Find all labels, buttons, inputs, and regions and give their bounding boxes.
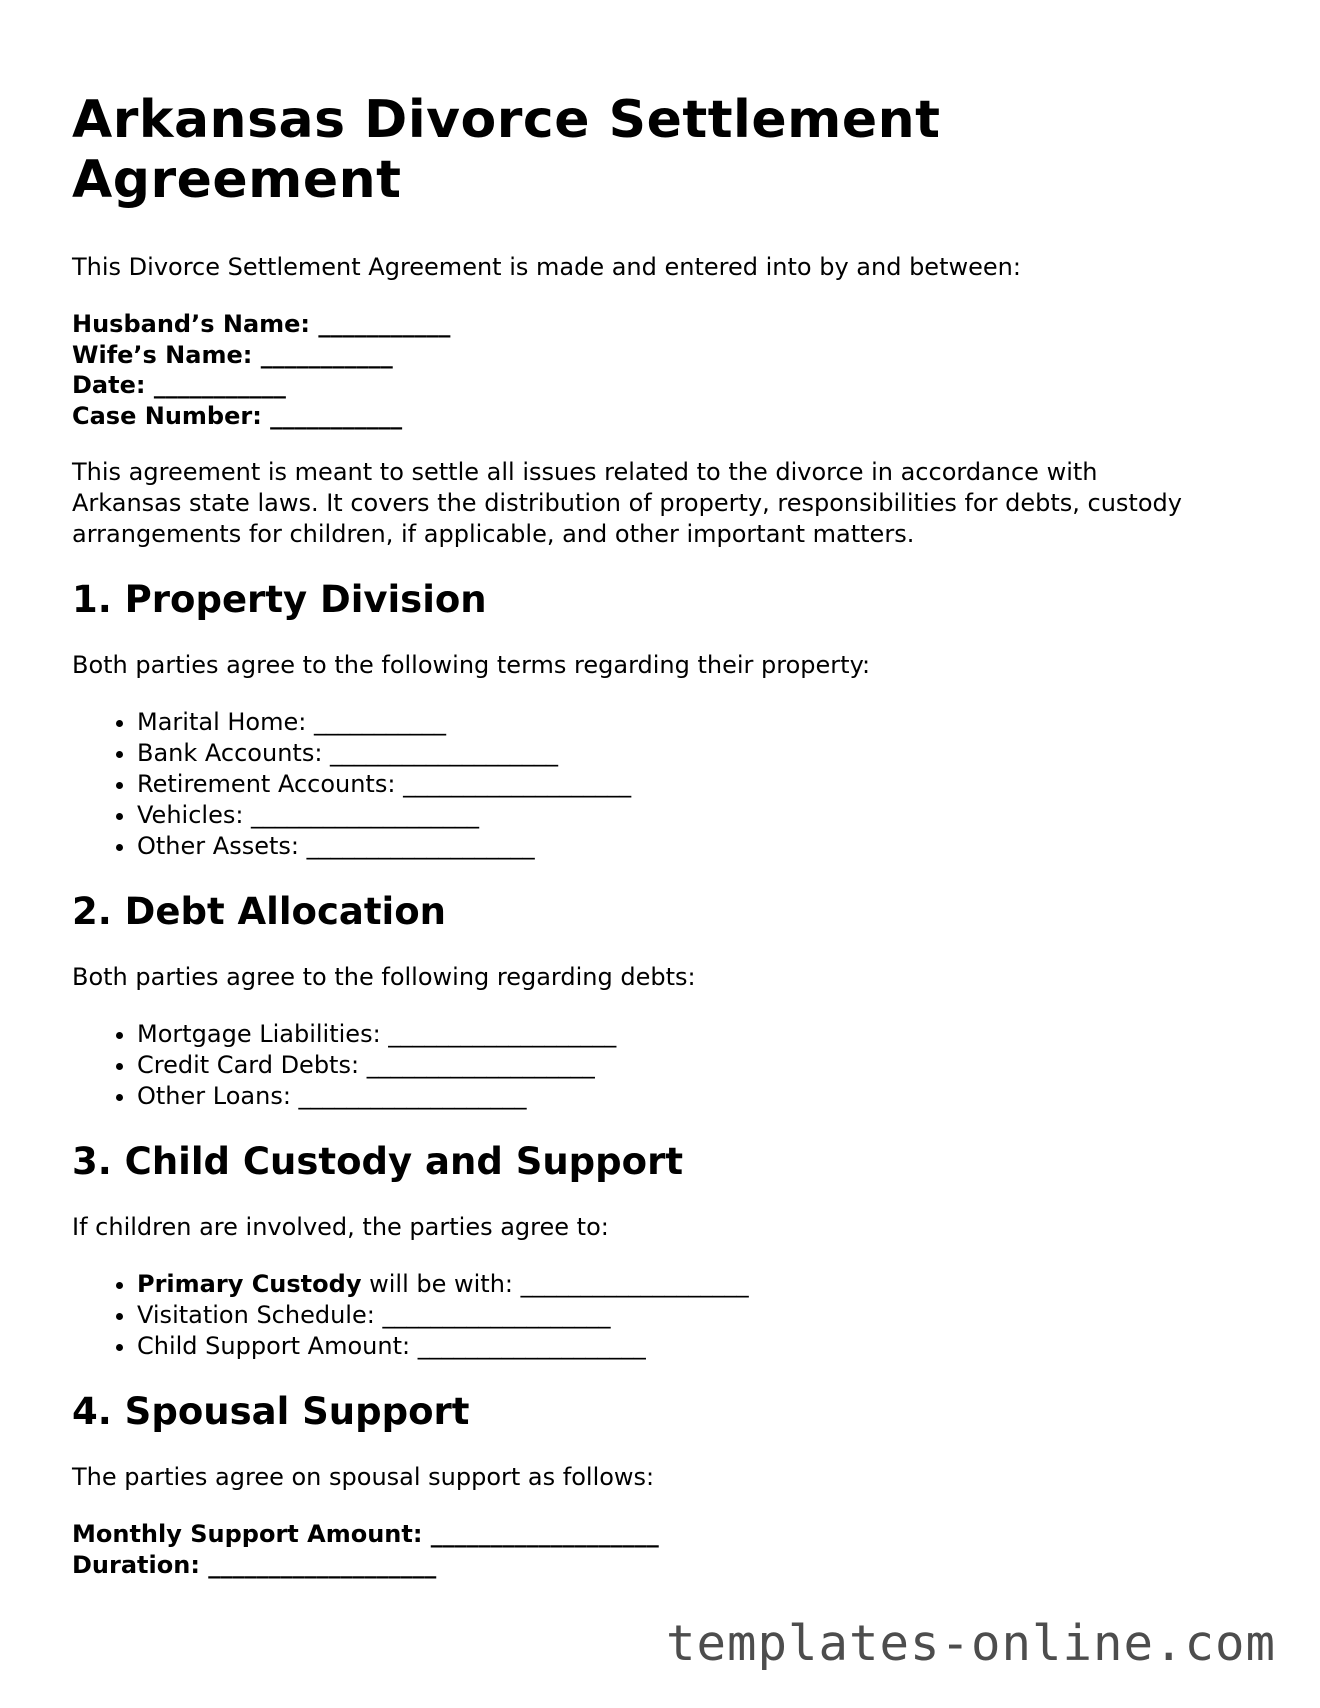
- property-list: [72, 707, 1252, 862]
- section-intro-spousal: The parties agree on spousal support as follows:: [72, 1463, 655, 1491]
- list-item: • Marital Home: ___________: [137, 707, 1252, 738]
- list-item: • Retirement Accounts: ___________________: [137, 769, 1252, 800]
- field-blank: ___________: [260, 340, 393, 369]
- section-intro-property: Both parties agree to the following terms regarding their property:: [72, 651, 871, 679]
- field-blank: ___________: [153, 371, 286, 399]
- case-number-field: [72, 401, 1252, 432]
- watermark-text: templates-online.com: [665, 1615, 1276, 1672]
- list-item: • Child Support Amount: ___________________: [137, 1331, 1252, 1362]
- section-intro-debt: Both parties agree to the following regarding debts:: [72, 963, 696, 991]
- field-label: Wife’s Name:: [72, 340, 253, 369]
- field-blank: ___________: [270, 401, 403, 430]
- duration-field: [72, 1550, 1252, 1581]
- date-field: [72, 370, 1252, 401]
- custody-list: [72, 1269, 1252, 1362]
- document-page: [72, 90, 1252, 1580]
- primary-custody-label: Primary Custody: [137, 1270, 362, 1298]
- intro-text: This Divorce Settlement Agreement is made and entered into by and between:: [72, 253, 1021, 281]
- list-item: • Bank Accounts: ___________________: [137, 738, 1252, 769]
- list-item: • Other Loans: ___________________: [137, 1081, 1252, 1112]
- husband-name-field: [72, 309, 1252, 340]
- list-item: • Other Assets: ___________________: [137, 831, 1252, 862]
- debt-list: [72, 1019, 1252, 1112]
- section-intro-custody: If children are involved, the parties agree to:: [72, 1213, 609, 1241]
- list-item: • Visitation Schedule: ___________________: [137, 1300, 1252, 1331]
- list-item-primary-custody: [137, 1269, 1252, 1300]
- field-blank: ___________________: [430, 1520, 659, 1548]
- section-heading-spousal: 4. Spousal Support: [72, 1390, 470, 1433]
- monthly-support-field: [72, 1519, 1252, 1550]
- wife-name-field: [72, 340, 1252, 371]
- field-blank: ___________: [318, 310, 451, 338]
- primary-custody-text: will be with: ___________________: [361, 1270, 749, 1298]
- field-label: Case Number:: [72, 401, 262, 430]
- spousal-fields: [72, 1519, 1252, 1580]
- section-heading-property: 1. Property Division: [72, 578, 487, 621]
- field-label: Duration:: [72, 1550, 200, 1579]
- field-label: Husband’s Name:: [72, 310, 311, 338]
- document-title: Arkansas Divorce Settlement Agreement: [72, 90, 941, 210]
- list-item: • Credit Card Debts: ___________________: [137, 1050, 1252, 1081]
- list-item: • Mortgage Liabilities: ___________________: [137, 1019, 1252, 1050]
- field-blank: ___________________: [208, 1550, 437, 1579]
- field-label: Monthly Support Amount:: [72, 1520, 423, 1548]
- field-label: Date:: [72, 371, 146, 399]
- section-heading-custody: 3. Child Custody and Support: [72, 1140, 684, 1183]
- party-fields: [72, 309, 1252, 431]
- list-item: • Vehicles: ___________________: [137, 800, 1252, 831]
- section-heading-debt: 2. Debt Allocation: [72, 890, 446, 933]
- purpose-text: This agreement is meant to settle all issues related to the divorce in accordance with Arkansas state laws. It covers the distribution of property, responsibilities for debts, custody arrangements for children, if applicable, and other important matters.: [72, 458, 1182, 548]
